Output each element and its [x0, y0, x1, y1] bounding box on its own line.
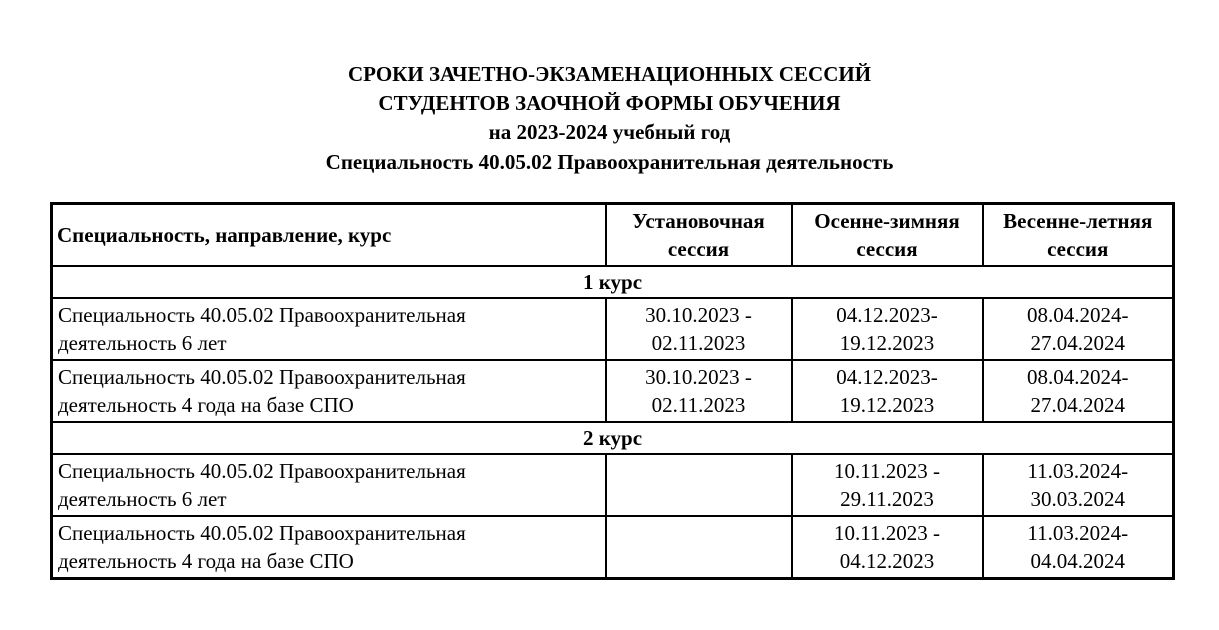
spring-session-cell: [983, 298, 1174, 360]
page-title-line-1: СРОКИ ЗАЧЕТНО-ЭКЗАМЕНАЦИОННЫХ СЕССИЙ: [347, 62, 872, 86]
specialty-line1: Специальность 40.05.02 Правоохранительная: [58, 459, 466, 483]
spring-date-end: 27.04.2024: [1030, 393, 1125, 417]
table-row: [52, 454, 1174, 516]
autumn-session-cell: [792, 298, 983, 360]
install-date-end: 02.11.2023: [651, 393, 746, 417]
install-session-cell: [606, 360, 792, 422]
install-date-end: 02.11.2023: [651, 331, 746, 355]
autumn-date-start: 10.11.2023 -: [834, 459, 940, 483]
autumn-date-end: 29.11.2023: [840, 487, 934, 511]
table-row: [52, 516, 1174, 579]
autumn-session-cell: [792, 454, 983, 516]
autumn-date-end: 19.12.2023: [839, 393, 935, 417]
autumn-date-start: 04.12.2023-: [836, 365, 938, 389]
table-row: [52, 298, 1174, 360]
autumn-session-cell: [792, 360, 983, 422]
page-title-line-2: СТУДЕНТОВ ЗАОЧНОЙ ФОРМЫ ОБУЧЕНИЯ: [378, 91, 841, 115]
spring-date-start: 11.03.2024-: [1027, 459, 1129, 483]
specialty-cell: [52, 298, 606, 360]
spring-session-cell: [983, 516, 1174, 579]
install-session-cell: [606, 454, 792, 516]
header-specialty: Специальность, направление, курс: [52, 204, 606, 267]
session-schedule-table: [50, 202, 1175, 580]
header-autumn-winter-line2: сессия: [856, 237, 918, 261]
specialty-cell: [52, 360, 606, 422]
header-autumn-winter-line1: Осенне-зимняя: [814, 209, 960, 233]
autumn-date-start: 10.11.2023 -: [834, 521, 940, 545]
spring-date-end: 30.03.2024: [1030, 487, 1125, 511]
spring-date-start: 11.03.2024-: [1027, 521, 1129, 545]
specialty-subtitle: Специальность 40.05.02 Правоохранительная деятельность: [325, 150, 894, 174]
course-row-1: [52, 266, 1174, 298]
install-session-cell: [606, 516, 792, 579]
course-row-2: [52, 422, 1174, 454]
spring-date-end: 04.04.2024: [1030, 549, 1125, 573]
autumn-date-end: 19.12.2023: [839, 331, 935, 355]
specialty-cell: [52, 516, 606, 579]
autumn-date-start: 04.12.2023-: [836, 303, 938, 327]
header-spring-summer-line1: Весенне-летняя: [1003, 209, 1153, 233]
course-label: 1 курс: [52, 266, 1174, 298]
specialty-line1: Специальность 40.05.02 Правоохранительная: [58, 521, 466, 545]
specialty-line1: Специальность 40.05.02 Правоохранительная: [58, 303, 466, 327]
header-install-session-line1: Установочная: [632, 209, 765, 233]
install-date-start: 30.10.2023 -: [645, 365, 752, 389]
header-spring-summer-line2: сессия: [1047, 237, 1109, 261]
specialty-line2: деятельность 4 года на базе СПО: [58, 549, 354, 573]
autumn-date-end: 04.12.2023: [839, 549, 935, 573]
specialty-line2: деятельность 6 лет: [58, 331, 227, 355]
header-autumn-winter-session: [792, 204, 983, 267]
specialty-line1: Специальность 40.05.02 Правоохранительная: [58, 365, 466, 389]
table-header-row: [52, 204, 1174, 267]
spring-session-cell: [983, 454, 1174, 516]
header-install-session-line2: сессия: [667, 237, 730, 261]
header-spring-summer-session: [983, 204, 1174, 267]
install-date-start: 30.10.2023 -: [645, 303, 752, 327]
spring-session-cell: [983, 360, 1174, 422]
install-session-cell: [606, 298, 792, 360]
specialty-cell: [52, 454, 606, 516]
table-row: [52, 360, 1174, 422]
spring-date-start: 08.04.2024-: [1027, 365, 1129, 389]
header-install-session: [606, 204, 792, 267]
course-label: 2 курс: [52, 422, 1174, 454]
spring-date-end: 27.04.2024: [1030, 331, 1125, 355]
specialty-line2: деятельность 4 года на базе СПО: [58, 393, 354, 417]
spring-date-start: 08.04.2024-: [1027, 303, 1129, 327]
academic-year-subtitle: на 2023-2024 учебный год: [488, 120, 731, 144]
autumn-session-cell: [792, 516, 983, 579]
specialty-line2: деятельность 6 лет: [58, 487, 227, 511]
